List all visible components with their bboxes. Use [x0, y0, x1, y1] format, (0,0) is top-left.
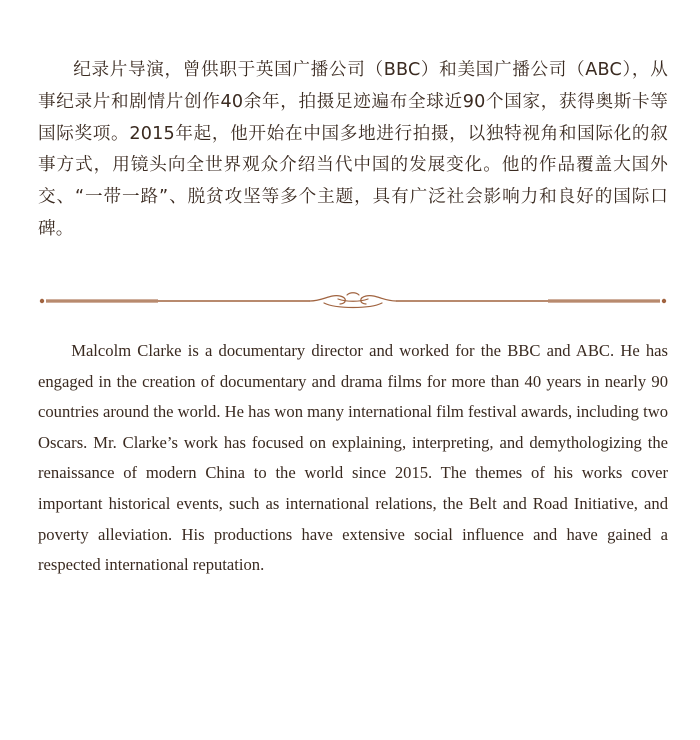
ornamental-divider: [38, 290, 668, 312]
divider-dot-right: [662, 299, 666, 303]
chinese-biography-paragraph: 纪录片导演，曾供职于英国广播公司（BBC）和美国广播公司（ABC），从事纪录片和剧情片创作40余年，拍摄足迹遍布全球近90个国家，获得奥斯卡等国际奖项。2015年起，他开始在中国多地进行拍摄，以独特视角和国际化的叙事方式，用镜头向全世界观众介绍当代中国的发展变化。他的作品覆盖大国外交、“一带一路”、脱贫攻坚等多个主题，具有广泛社会影响力和良好的国际口碑。: [38, 60, 668, 239]
divider-center-flourish: [310, 293, 396, 308]
divider-line-left: [46, 300, 310, 303]
divider-line-right: [396, 300, 660, 303]
english-biography-paragraph: Malcolm Clarke is a documentary director and worked for the BBC and ABC. He has engaged in the creation of documentary and drama films for more than 40 years in nearly 90 countries around the world. He has won many international film festival awards, including two Oscars. Mr. Clarke’s work has focused on explaining, interpreting, and demythologizing the renaissance of modern China to the world since 2015. The themes of his works cover important historical events, such as international relations, the Belt and Road Initiative, and poverty alleviation. His productions have extensive social influence and have gained a respected international reputation.: [38, 341, 668, 575]
divider-dot-left: [40, 299, 44, 303]
